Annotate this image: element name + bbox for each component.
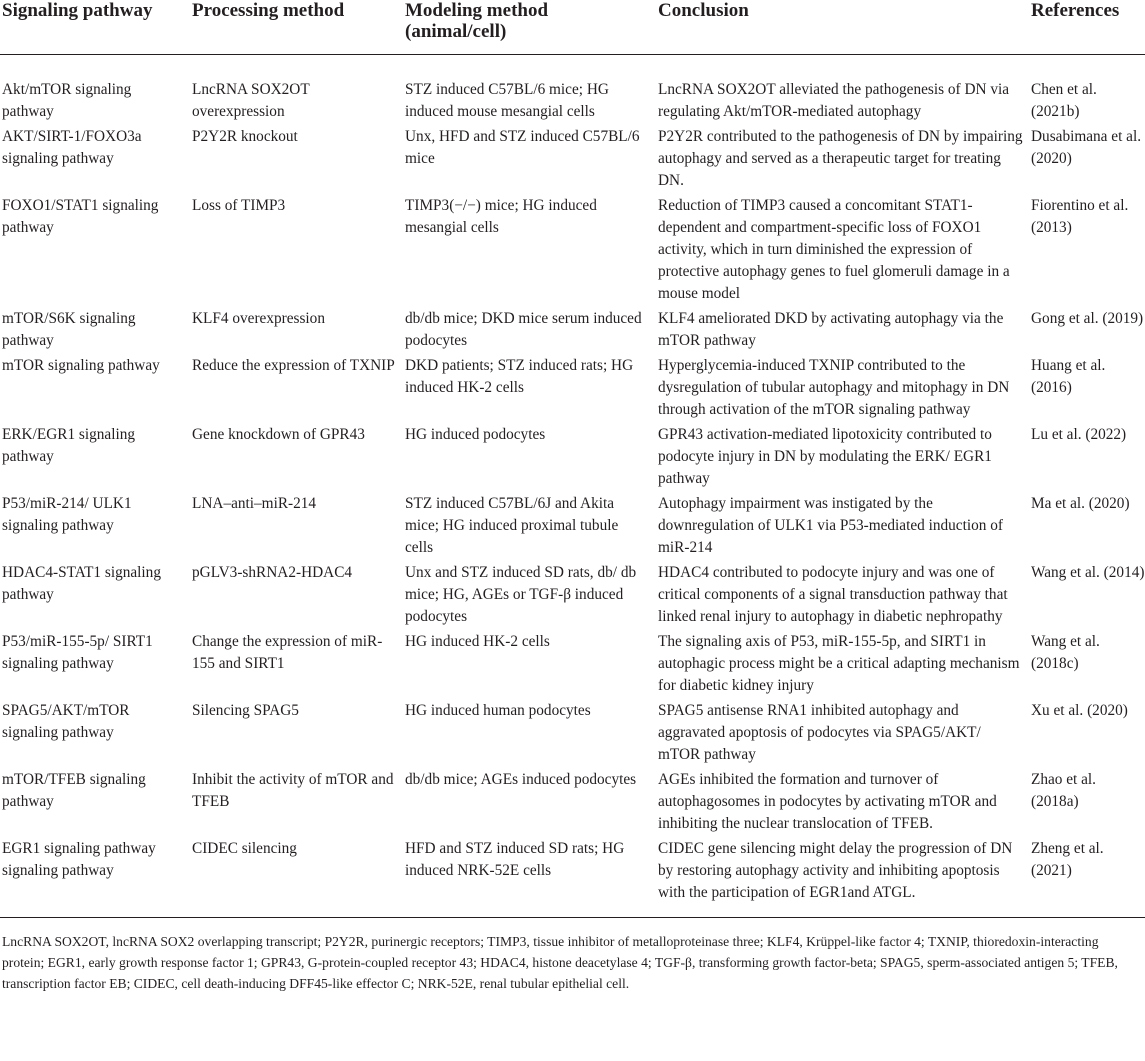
processing-method-cell: Change the expression of miR-155 and SIRT1 <box>192 633 383 672</box>
reference-cell: Zhao et al. (2018a) <box>1031 771 1096 810</box>
modeling-method-cell: HG induced human podocytes <box>405 702 591 719</box>
processing-method-cell: LncRNA SOX2OT overexpression <box>192 81 310 120</box>
reference-cell: Lu et al. (2022) <box>1031 426 1127 443</box>
table-body <box>0 55 1145 918</box>
table-row <box>0 126 1145 195</box>
modeling-method-cell: db/db mice; DKD mice serum induced podocytes <box>405 310 642 349</box>
processing-method-cell: Inhibit the activity of mTOR and TFEB <box>192 771 394 810</box>
reference-cell: Gong et al. (2019) <box>1031 310 1144 327</box>
processing-method-cell: Silencing SPAG5 <box>192 702 299 719</box>
header-processing-method: Processing method <box>190 0 403 55</box>
table-row <box>0 308 1145 355</box>
conclusion-cell: HDAC4 contributed to podocyte injury and was one of critical components of a signal transduction pathway that linked renal injury to autophagy in diabetic nephropathy <box>658 564 1008 625</box>
table-row <box>0 562 1145 631</box>
signaling-pathway-cell: HDAC4-STAT1 signaling pathway <box>2 564 161 603</box>
modeling-method-cell: Unx, HFD and STZ induced C57BL/6 mice <box>405 128 640 167</box>
conclusion-cell: P2Y2R contributed to the pathogenesis of DN by impairing autophagy and served as a therapeutic target for treating DN. <box>658 128 1023 189</box>
table-header <box>0 0 1145 55</box>
processing-method-cell: LNA–anti–miR-214 <box>192 495 317 512</box>
reference-cell: Ma et al. (2020) <box>1031 495 1130 512</box>
reference-cell: Xu et al. (2020) <box>1031 702 1128 719</box>
table-row <box>0 769 1145 838</box>
signaling-pathway-cell: AKT/SIRT-1/FOXO3a signaling pathway <box>2 128 142 167</box>
table-footnote: LncRNA SOX2OT, lncRNA SOX2 overlapping transcript; P2Y2R, purinergic receptors; TIMP3, tissue inhibitor of metalloproteinase three; KLF4, Krüppel-like factor 4; TXNIP, thioredoxin-interacting protein; EGR1, early growth response factor 1; GPR43, G-protein-coupled receptor 43; HDAC4, histone deacetylase 4; TGF-β, transforming growth factor-beta; SPAG5, sperm-associated antigen 5; TFEB, transcription factor EB; CIDEC, cell death-inducing DFF45-like effector C; NRK-52E, renal tubular epithelial cell. <box>2 934 1118 991</box>
table-row <box>0 631 1145 700</box>
modeling-method-cell: STZ induced C57BL/6 mice; HG induced mouse mesangial cells <box>405 81 609 120</box>
modeling-method-cell: HG induced podocytes <box>405 426 546 443</box>
table-row <box>0 838 1145 917</box>
processing-method-cell: Gene knockdown of GPR43 <box>192 426 365 443</box>
signaling-pathway-cell: mTOR/S6K signaling pathway <box>2 310 136 349</box>
table-row <box>0 195 1145 308</box>
conclusion-cell: Hyperglycemia-induced TXNIP contributed to the dysregulation of tubular autophagy and mitophagy in DN through activation of the mTOR signaling pathway <box>658 357 1010 418</box>
table-row <box>0 493 1145 562</box>
modeling-method-cell: TIMP3(−/−) mice; HG induced mesangial cells <box>405 197 597 236</box>
processing-method-cell: CIDEC silencing <box>192 840 297 857</box>
signaling-pathway-cell: P53/miR-155-5p/ SIRT1 signaling pathway <box>2 633 153 672</box>
modeling-method-cell: HG induced HK-2 cells <box>405 633 550 650</box>
header-signaling-pathway: Signaling pathway <box>0 0 190 55</box>
table-row <box>0 424 1145 493</box>
signaling-pathway-cell: mTOR/TFEB signaling pathway <box>2 771 146 810</box>
conclusion-cell: Reduction of TIMP3 caused a concomitant STAT1-dependent and compartment-specific loss of FOXO1 activity, which in turn diminished the expression of protective autophagy genes to fuel glomeruli damage in a mouse model <box>658 197 1010 302</box>
modeling-method-cell: Unx and STZ induced SD rats, db/ db mice; HG, AGEs or TGF-β induced podocytes <box>405 564 637 625</box>
signaling-pathway-cell: EGR1 signaling pathway signaling pathway <box>2 840 156 879</box>
signaling-pathway-cell: SPAG5/AKT/mTOR signaling pathway <box>2 702 130 741</box>
reference-cell: Zheng et al. (2021) <box>1031 840 1104 879</box>
reference-cell: Fiorentino et al. (2013) <box>1031 197 1129 236</box>
conclusion-cell: AGEs inhibited the formation and turnover of autophagosomes in podocytes by activating mTOR and inhibiting the nuclear translocation of TFEB. <box>658 771 997 832</box>
conclusion-cell: The signaling axis of P53, miR-155-5p, and SIRT1 in autophagic process might be a critical adapting mechanism for diabetic kidney injury <box>658 633 1020 694</box>
signaling-pathway-cell: Akt/mTOR signaling pathway <box>2 81 132 120</box>
header-references: References <box>1029 0 1145 55</box>
modeling-method-cell: db/db mice; AGEs induced podocytes <box>405 771 637 788</box>
reference-cell: Dusabimana et al. (2020) <box>1031 128 1142 167</box>
header-row <box>0 0 1145 55</box>
table-row <box>0 700 1145 769</box>
processing-method-cell: KLF4 overexpression <box>192 310 325 327</box>
signaling-pathway-cell: ERK/EGR1 signaling pathway <box>2 426 135 465</box>
processing-method-cell: Reduce the expression of TXNIP <box>192 357 395 374</box>
table-row <box>0 355 1145 424</box>
conclusion-cell: LncRNA SOX2OT alleviated the pathogenesis of DN via regulating Akt/mTOR-mediated autophagy <box>658 81 1010 120</box>
header-conclusion: Conclusion <box>656 0 1029 55</box>
processing-method-cell: pGLV3-shRNA2-HDAC4 <box>192 564 353 581</box>
header-modeling-method: Modeling method (animal/cell) <box>403 0 656 55</box>
conclusion-cell: GPR43 activation-mediated lipotoxicity contributed to podocyte injury in DN by modulating the ERK/ EGR1 pathway <box>658 426 992 487</box>
reference-cell: Wang et al. (2018c) <box>1031 633 1100 672</box>
conclusion-cell: Autophagy impairment was instigated by the downregulation of ULK1 via P53-mediated induction of miR-214 <box>658 495 1003 556</box>
conclusion-cell: SPAG5 antisense RNA1 inhibited autophagy and aggravated apoptosis of podocytes via SPAG5/AKT/ mTOR pathway <box>658 702 981 763</box>
table-row <box>0 55 1145 127</box>
modeling-method-cell: HFD and STZ induced SD rats; HG induced NRK-52E cells <box>405 840 625 879</box>
signaling-pathway-cell: FOXO1/STAT1 signaling pathway <box>2 197 159 236</box>
reference-cell: Chen et al. (2021b) <box>1031 81 1097 120</box>
processing-method-cell: Loss of TIMP3 <box>192 197 286 214</box>
conclusion-cell: KLF4 ameliorated DKD by activating autophagy via the mTOR pathway <box>658 310 1004 349</box>
reference-cell: Wang et al. (2014) <box>1031 564 1145 581</box>
processing-method-cell: P2Y2R knockout <box>192 128 298 145</box>
signaling-pathway-cell: mTOR signaling pathway <box>2 357 160 374</box>
signaling-pathway-cell: P53/miR-214/ ULK1 signaling pathway <box>2 495 132 534</box>
modeling-method-cell: DKD patients; STZ induced rats; HG induced HK-2 cells <box>405 357 634 396</box>
reference-cell: Huang et al. (2016) <box>1031 357 1106 396</box>
modeling-method-cell: STZ induced C57BL/6J and Akita mice; HG induced proximal tubule cells <box>405 495 619 556</box>
conclusion-cell: CIDEC gene silencing might delay the progression of DN by restoring autophagy activity and inhibiting apoptosis with the participation of EGR1and ATGL. <box>658 840 1013 901</box>
